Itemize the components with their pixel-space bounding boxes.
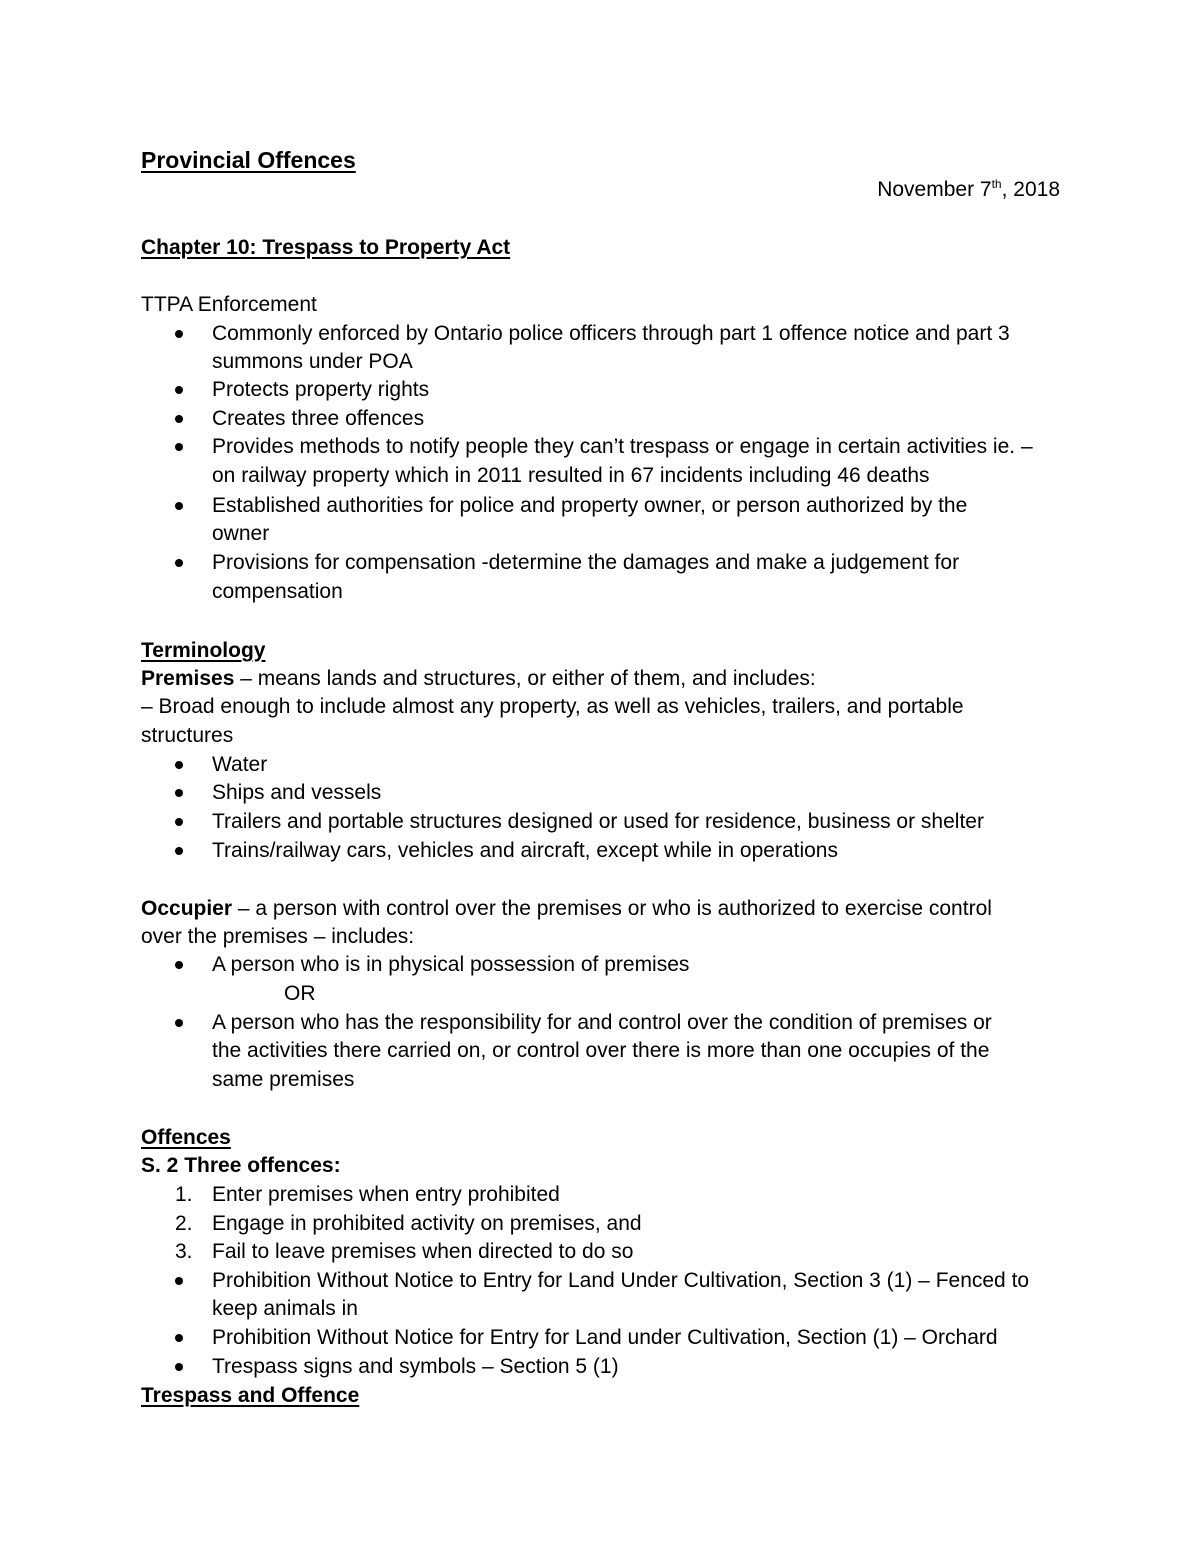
list-item-text: Fail to leave premises when directed to do so <box>212 1240 634 1263</box>
bullet-icon <box>175 1334 183 1342</box>
list-item-text: keep animals in <box>212 1297 358 1320</box>
document-title: Provincial Offences <box>141 147 356 173</box>
bullet-icon <box>175 847 183 855</box>
list-item-text: same premises <box>212 1068 355 1091</box>
list-item-text: Established authorities for police and property owner, or person authorized by the <box>212 494 968 517</box>
date-prefix: November 7 <box>877 178 992 201</box>
terminology-heading: Terminology <box>141 639 266 662</box>
premises-def-text: – means lands and structures, or either of them, and includes: <box>234 667 816 690</box>
list-item-text: Provides methods to notify people they can’t trespass or engage in certain activities ie. – <box>212 435 1033 458</box>
list-item-text: Protects property rights <box>212 378 430 401</box>
list-item-text: owner <box>212 522 270 545</box>
list-item-text: Engage in prohibited activity on premises, and <box>212 1212 642 1235</box>
enforcement-heading: TTPA Enforcement <box>141 293 317 316</box>
premises-definition <box>141 665 816 693</box>
bullet-icon <box>175 415 183 423</box>
date-suffix: , 2018 <box>1001 178 1060 201</box>
list-number: 3. <box>175 1240 193 1263</box>
bullet-icon <box>175 1277 183 1285</box>
bullet-icon <box>175 761 183 769</box>
chapter-heading: Chapter 10: Trespass to Property Act <box>141 236 511 259</box>
bullet-icon <box>175 443 183 451</box>
list-number: 2. <box>175 1212 193 1235</box>
list-item-text: the activities there carried on, or control over there is more than one occupies of the <box>212 1039 990 1062</box>
list-item-text: on railway property which in 2011 resulted in 67 incidents including 46 deaths <box>212 464 930 487</box>
bullet-icon <box>175 386 183 394</box>
bullet-icon <box>175 961 183 969</box>
date-superscript: th <box>991 177 1002 191</box>
occupier-definition <box>141 895 992 923</box>
list-item-text: Trailers and portable structures designed or used for residence, business or shelter <box>212 810 984 833</box>
bullet-icon <box>175 1019 183 1027</box>
occupier-or: OR <box>284 982 316 1005</box>
occupier-definition-cont: over the premises – includes: <box>141 925 415 948</box>
list-item-text: compensation <box>212 580 343 603</box>
bullet-icon <box>175 330 183 338</box>
occupier-term: Occupier <box>141 897 233 920</box>
list-item-text: Water <box>212 753 268 776</box>
bullet-icon <box>175 789 183 797</box>
list-item-text: Trespass signs and symbols – Section 5 (1) <box>212 1355 619 1378</box>
list-item-text: Commonly enforced by Ontario police officers through part 1 offence notice and part 3 <box>212 322 1010 345</box>
offences-subheading: S. 2 Three offences: <box>141 1154 341 1177</box>
list-item-text: Ships and vessels <box>212 781 382 804</box>
list-item-text: A person who has the responsibility for and control over the condition of premises or <box>212 1011 992 1034</box>
list-item-text: Trains/railway cars, vehicles and aircraft, except while in operations <box>212 839 838 862</box>
document-date <box>760 176 1060 204</box>
bullet-icon <box>175 1363 183 1371</box>
bullet-icon <box>175 559 183 567</box>
list-item-text: Enter premises when entry prohibited <box>212 1183 560 1206</box>
premises-note: structures <box>141 724 234 747</box>
list-item-text: Prohibition Without Notice to Entry for Land Under Cultivation, Section 3 (1) – Fenced to <box>212 1269 1030 1292</box>
list-number: 1. <box>175 1183 193 1206</box>
trespass-heading: Trespass and Offence <box>141 1384 360 1407</box>
premises-term: Premises <box>141 667 235 690</box>
bullet-icon <box>175 502 183 510</box>
list-item-text: Prohibition Without Notice for Entry for Land under Cultivation, Section (1) – Orchard <box>212 1326 998 1349</box>
bullet-icon <box>175 818 183 826</box>
list-item-text: Provisions for compensation -determine the damages and make a judgement for <box>212 551 960 574</box>
occupier-def-text: – a person with control over the premises or who is authorized to exercise control <box>232 897 992 920</box>
list-item-text: summons under POA <box>212 350 413 373</box>
list-item-text: A person who is in physical possession of premises <box>212 953 690 976</box>
list-item-text: Creates three offences <box>212 407 425 430</box>
offences-heading: Offences <box>141 1126 231 1149</box>
premises-note: – Broad enough to include almost any property, as well as vehicles, trailers, and portable <box>141 695 964 718</box>
